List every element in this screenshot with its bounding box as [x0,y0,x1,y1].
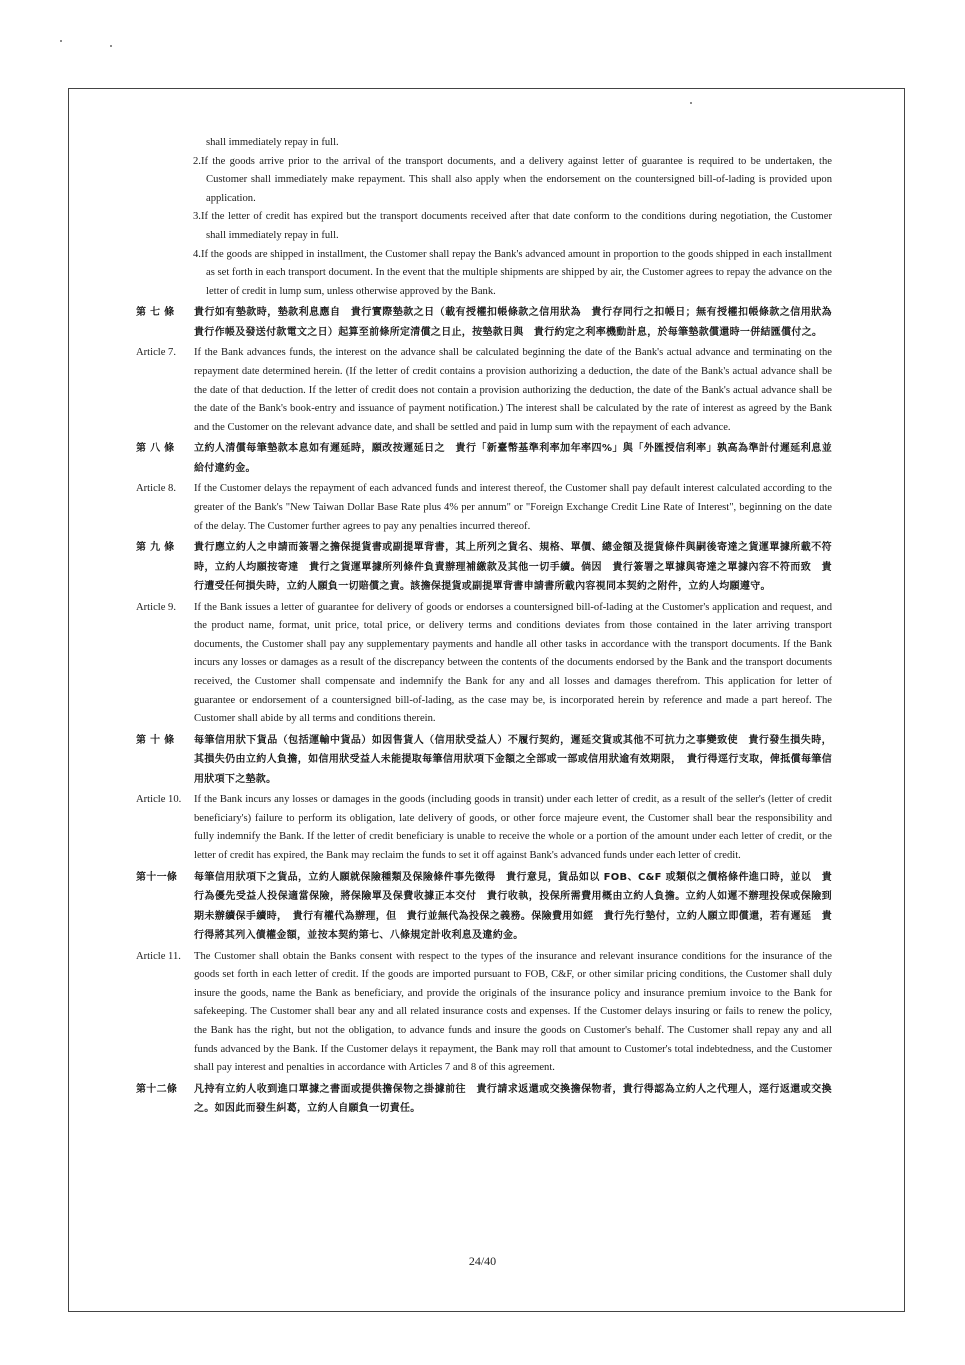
article-zh-text: 貴行應立約人之申請而簽署之擔保提貨書或副提單背書，其上所列之貨名、規格、單價、總金額及提貨條件與嗣後寄達之貨運單據所載不符時，立約人均願按寄達 貴行之貨運單據所列條件負責辦理補繳款及其他一切手續。倘因 貴行簽署之單據與寄達之單據內容不符而致 貴行遭受任何損失時，立約人願負一切賠償之責。該擔保提貨或副提單背書申請書所載內容視同本契約之附件，立約人均願遵守。 [194,542,832,593]
article-en-text: If the Bank incurs any losses or damages in the goods (including goods in transit) under each letter of credit, as a result of the seller's (letter of credit beneficiary's) failure to perform its obligation, late delivery of goods, or other force majeure event, the Customer shall bear the responsibility and fully indemnify the Bank. If the letter of credit beneficiary is unable to receive the whole or a portion of the amount under each letter of credit, or the letter of credit has expired, the Bank may reclaim the funds to set it off against Bank's advanced funds under each letter of credit. [194,794,832,862]
article-zh [136,439,832,478]
article-en-label: Article 11. [136,950,181,962]
article-en-label: Article 9. [136,601,177,613]
article-zh-label: 第十二條 [136,1083,178,1095]
article-9 [136,538,832,729]
article-en-text: If the Bank advances funds, the interest on the advance shall be calculated beginning the date of the Bank's actual advance and terminating on the repayment date determined herein. (If the letter of credit contains a provision authorizing a deduction, the date of the Bank's actual advance shall be the date of that deduction. If the letter of credit does not contain a provision authorizing the deduction, the date of the Bank's actual advance shall be the date of the Bank's book-entry and issuance of payment notification.) The interest shall be calculated by the rate of interest as agreed by the Bank and the Customer on the relevant advance date, and shall be settled and paid in lump sum with the repayment of each advance. [194,347,832,433]
article-en-text: If the Bank issues a letter of guarantee for delivery of goods or endorses a countersigned bill-of-lading at the Customer's application and request, and the product name, format, unit price, total price, or delivery terms and conditions deviates from those contained in the later arriving transport documents, the Customer shall pay any supplementary payments and handle all other tasks in accordance with the transport documents. If the Bank incurs any losses or damages as a result of the discrepancy between the contents of the documents endorsed by the Bank and the transport documents received, the Customer shall compensate and indemnify the Bank for any and all losses and damages therefrom. This application for letter of guarantee or endorsement of a countersigned bill-of-lading, as the case may be, is incorporated herein by reference and made a part hereof. The Customer shall abide by all terms and conditions therein. [194,601,832,725]
continuation-text: shall immediately repay in full. [206,137,339,148]
scan-speck [110,45,112,47]
article-zh-label: 第 七 條 [136,307,175,319]
article-zh-text: 立約人清償每筆墊款本息如有遲延時，願改按遲延日之 貴行「新臺幣基準利率加年率四%」與「外匯授信利率」孰高為準計付遲延利息並給付違約金。 [194,443,832,474]
article-zh [136,868,832,946]
article-en [136,344,832,437]
article-11 [136,868,832,1078]
article-en [136,480,832,536]
scan-speck [60,40,62,42]
list-item-2: 2.If the goods arrive prior to the arrival of the transport documents, and a delivery against letter of guarantee is required to be undertaken, the Customer shall immediately make repayment. This shall also apply when the endorsement on the countersigned bill-of-lading is provided upon application. [193,155,832,204]
article-en-label: Article 7. [136,347,177,359]
article-7 [136,303,843,437]
article-zh-text: 凡持有立約人收到進口單據之書面或提供擔保物之掛據前往 貴行請求返還或交換擔保物者，貴行得認為立約人之代理人，逕行返還或交換之。如因此而發生糾葛，立約人自願負一切責任。 [194,1083,832,1115]
article-zh [136,1080,832,1119]
article-zh [136,303,843,342]
article-en [136,599,832,729]
document-body [136,134,843,1121]
article-zh-text: 每筆信用狀項下之貨品，立約人願就保險種類及保險條件事先徵得 貴行意見，貨品如以 FOB、C&F 或類似之價格條件進口時，並以 貴行為優先受益人投保適當保險，將保險單及保費收據正本交付 貴行收執，投保所需費用概由立約人負擔。立約人如遲不辦理投保或保險到期未辦續保手續時， 貴行有權代為辦理，但 貴行並無代為投保之義務。保險費用如經 貴行先行墊付，立約人願立即償還，若有遲延 貴行得將其列入債權金額，並按本契約第七、八條規定計收利息及違約金。 [194,871,832,942]
list-item-4: 4.If the goods are shipped in installment, the Customer shall repay the Bank's advanced amount in proportion to the goods shipped in each installment as set forth in each transport document. In the event that the multiple shipments are shipped by air, the Customer agrees to repay the advance on the letter of credit in lump sum, unless otherwise approved by the Bank. [193,248,832,297]
article-zh-label: 第十一條 [136,871,178,883]
article-zh [136,538,832,597]
article-en-label: Article 8. [136,483,177,495]
article-zh-text: 每筆信用狀下貨品（包括運輸中貨品）如因售貨人（信用狀受益人）不履行契約，遲延交貨或其他不可抗力之事變致使 貴行發生損失時，其損失仍由立約人負擔，如信用狀受益人未能提取每筆信用狀項下金額之全部或一部或信用狀逾有效期限， 貴行得逕行支取，俾抵償每筆信用狀項下之墊款。 [194,734,832,785]
article-en [136,948,832,1078]
article-en-text: If the Customer delays the repayment of each advanced funds and interest thereof, the Customer shall pay default interest calculated according to the greater of the Bank's "New Taiwan Dollar Base Rate plus 4% per annum" or "Foreign Exchange Credit Line Rate of Interest", beginning on the date of the delay. The Customer further agrees to pay any penalties incurred thereof. [194,483,832,532]
article-zh-text: 貴行如有墊款時，墊款利息應自 貴行實際墊款之日（載有授權扣帳條款之信用狀為 貴行存同行之扣帳日；無有授權扣帳條款之信用狀為 貴行作帳及發送付款電文之日）起算至前條所定清償之日止，按墊款日與 貴行約定之利率機動計息，於每筆墊款償還時一併結匯償付之。 [194,307,843,338]
article-en-text: The Customer shall obtain the Banks consent with respect to the types of the insurance and relevant insurance conditions for the insurance of the goods set forth in each letter of credit. If the goods are imported pursuant to FOB, C&F, or other similar pricing conditions, the Customer shall duly insure the goods, name the Bank as beneficiary, and provide the originals of the insurance policy and insurance premium invoice to the Bank for safekeeping. The Customer shall bear any and all related insurance costs and expenses. If the Customer delays insuring or fails to renew the policy, the Bank has the right, but not the obligation, to advance funds and insure the goods on Customer's behalf. The Customer shall repay any and all funds advanced by the Bank. If the Customer delays it repayment, the Bank may roll that amount to Customer's total indebtedness, and the Customer shall pay interest and penalties in accordance with Articles 7 and 8 of this agreement. [194,950,832,1074]
list-item-3: 3.If the letter of credit has expired but the transport documents received after that date conform to the conditions during negotiation, the Customer shall immediately repay in full. [193,211,832,241]
article-zh-label: 第 八 條 [136,443,175,455]
article-8 [136,439,832,536]
article-zh-label: 第 九 條 [136,542,175,554]
article-12 [136,1080,832,1119]
article-10 [136,731,832,866]
article-en-label: Article 10. [136,794,182,806]
article-zh [136,731,832,790]
article-en [136,791,832,865]
scan-speck [690,102,692,104]
page-number: 24/40 [468,1254,497,1268]
article-zh-label: 第 十 條 [136,734,175,746]
